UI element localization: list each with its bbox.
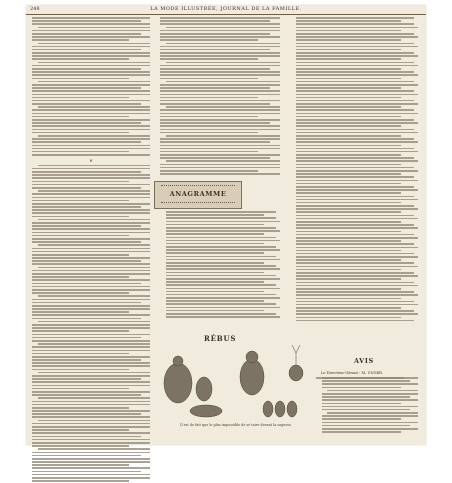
avis-body bbox=[322, 377, 418, 433]
small-figure-2 bbox=[275, 401, 285, 417]
anagram-verse-text bbox=[160, 211, 280, 318]
antlers bbox=[292, 345, 300, 367]
robed-figure bbox=[164, 363, 192, 403]
avis-title: AVIS bbox=[354, 357, 374, 365]
right-column-text bbox=[290, 17, 418, 321]
rebus-title: RÉBUS bbox=[204, 334, 237, 343]
middle-column-text bbox=[160, 17, 280, 175]
page-header bbox=[26, 5, 426, 15]
newspaper-page bbox=[26, 5, 426, 445]
section-ornament: ❦ bbox=[89, 157, 93, 163]
pig bbox=[190, 405, 222, 417]
figure-head bbox=[173, 356, 183, 366]
journal-title: LA MODE ILLUSTRÉE, JOURNAL DE LA FAMILLE. bbox=[150, 6, 302, 12]
director-signature: Le Directeur-Gérant : M. UNGER. bbox=[321, 371, 383, 375]
left-column-text bbox=[32, 17, 150, 482]
bearded-head bbox=[246, 351, 258, 363]
rebus-engraving bbox=[156, 343, 316, 421]
bearded-figure bbox=[240, 359, 264, 395]
anagram-title: ANAGRAMME bbox=[169, 190, 227, 198]
kneeling-figure bbox=[196, 377, 212, 401]
small-figure-1 bbox=[263, 401, 273, 417]
anagram-flourish-bottom bbox=[161, 202, 235, 207]
small-figure-3 bbox=[287, 401, 297, 417]
avis-text bbox=[322, 367, 418, 434]
left-column bbox=[32, 17, 150, 483]
rebus-caption: Il est de fait que le plus impossible de se taire devant la sagesse. bbox=[180, 423, 292, 427]
middle-column-lower bbox=[160, 211, 280, 319]
middle-column bbox=[160, 17, 280, 176]
page-number: 248 bbox=[30, 6, 40, 12]
deer-figure bbox=[289, 365, 303, 381]
anagram-banner bbox=[154, 181, 242, 209]
rebus-illustration bbox=[156, 343, 316, 421]
right-column bbox=[290, 17, 418, 323]
